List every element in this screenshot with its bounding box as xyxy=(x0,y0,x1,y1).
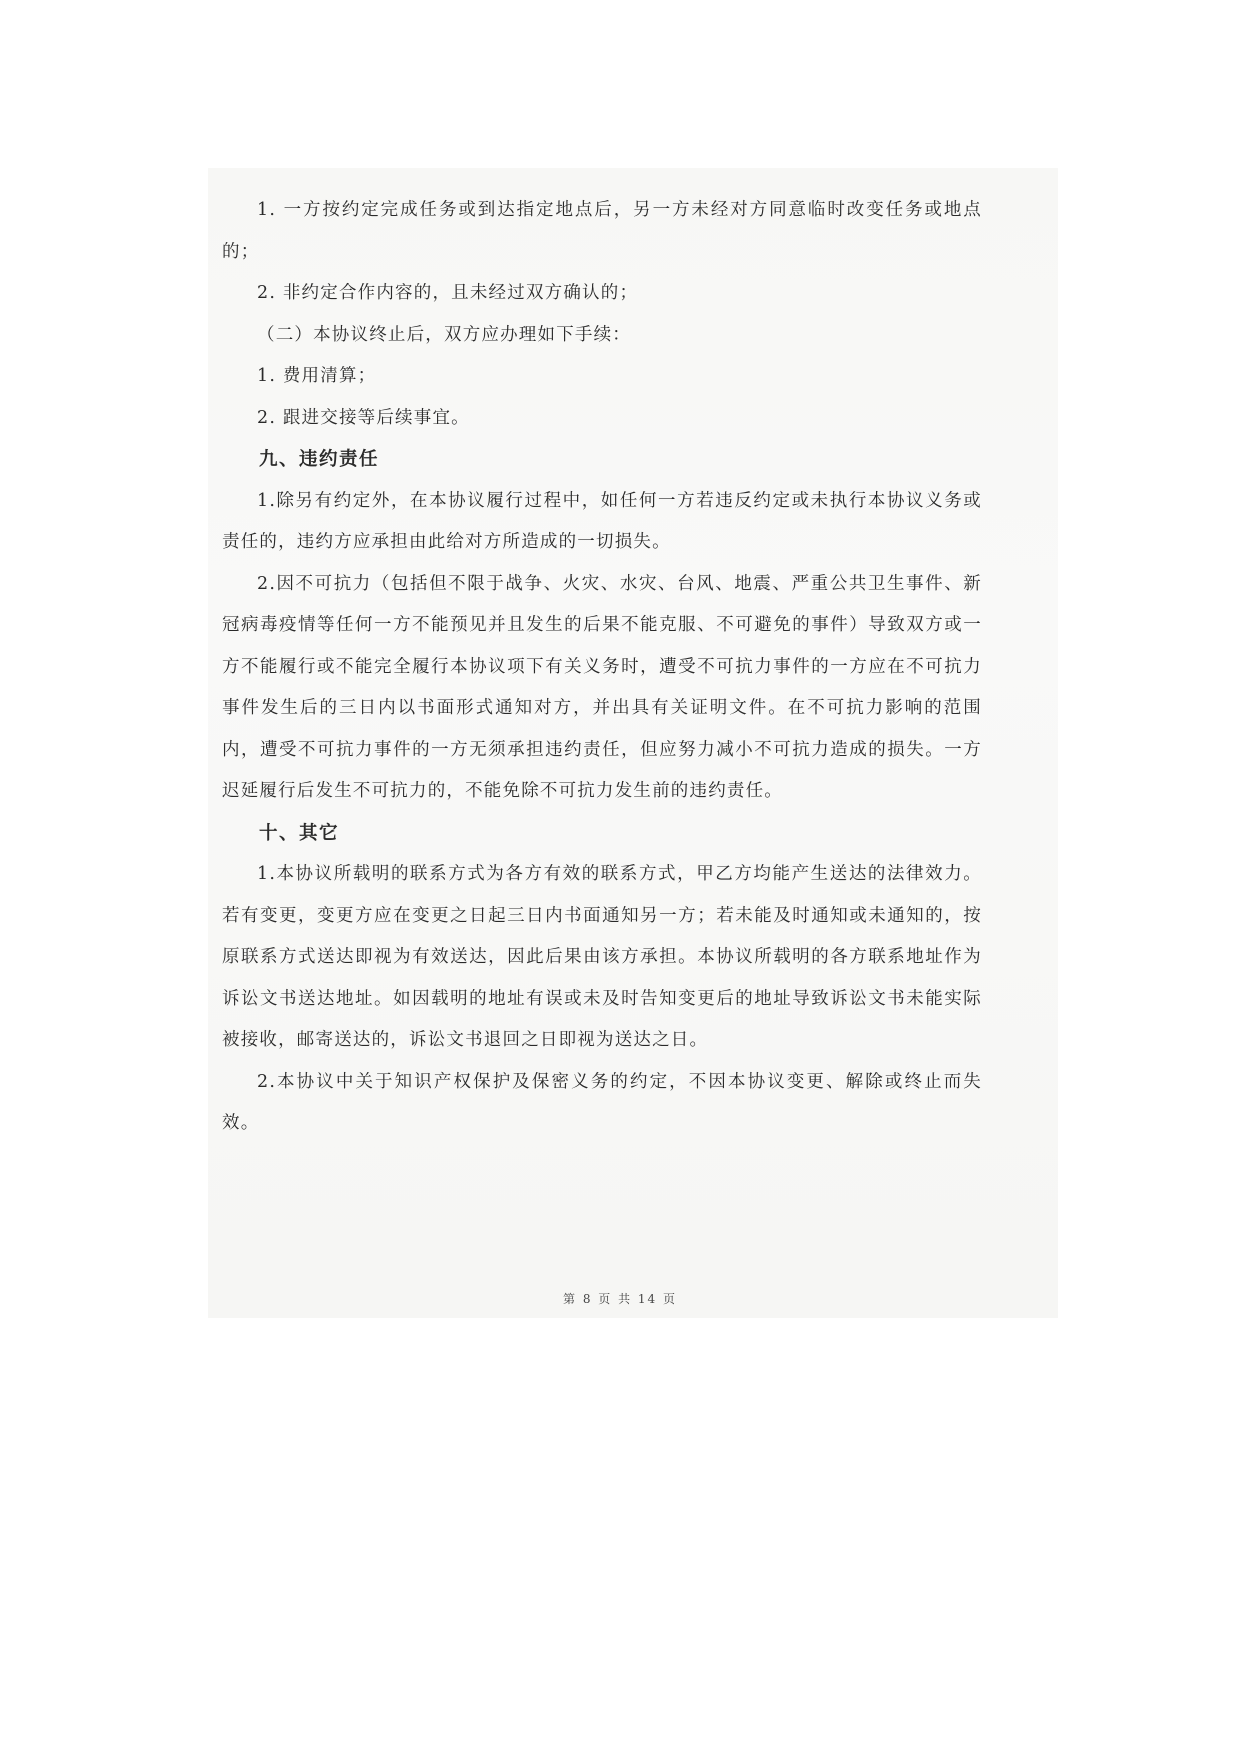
section-10-heading: 十、其它 xyxy=(259,822,340,844)
clause-8-procedure-1: 1. 费用清算； xyxy=(257,366,377,386)
section-9-clause-1: 1.除另有约定外，在本协议履行过程中，如任何一方若违反约定或未执行本协议义务或责任的，违约方应承担由此给对方所造成的一切损失。 xyxy=(222,490,982,552)
document-body xyxy=(222,190,982,1145)
clause-8-item-2: 2. 非约定合作内容的，且未经过双方确认的； xyxy=(257,283,639,303)
page-number: 第 8 页 共 14 页 xyxy=(563,1292,677,1306)
section-10-clause-1: 1.本协议所载明的联系方式为各方有效的联系方式，甲乙方均能产生送达的法律效力。若有变更，变更方应在变更之日起三日内书面通知另一方；若未能及时通知或未通知的，按原联系方式送达即视为有效送达，因此后果由该方承担。本协议所载明的各方联系地址作为诉讼文书送达地址。如因载明的地址有误或未及时告知变更后的地址导致诉讼文书未能实际被接收，邮寄送达的，诉讼文书退回之日即视为送达之日。 xyxy=(222,864,982,1050)
section-9-heading: 九、违约责任 xyxy=(259,449,380,470)
section-9-clause-2: 2.因不可抗力（包括但不限于战争、火灾、水灾、台风、地震、严重公共卫生事件、新冠病毒疫情等任何一方不能预见并且发生的后果不能克服、不可避免的事件）导致双方或一方不能履行或不能完全履行本协议项下有关义务时，遭受不可抗力事件的一方应在不可抗力事件发生后的三日内以书面形式通知对方，并出具有关证明文件。在不可抗力影响的范围内，遭受不可抗力事件的一方无须承担违约责任，但应努力减小不可抗力造成的损失。一方迟延履行后发生不可抗力的，不能免除不可抗力发生前的违约责任。 xyxy=(222,573,982,801)
clause-8-subsection-2: （二）本协议终止后，双方应办理如下手续： xyxy=(257,324,631,345)
clause-8-item-1: 1. 一方按约定完成任务或到达指定地点后，另一方未经对方同意临时改变任务或地点的； xyxy=(222,200,982,262)
section-10-clause-2: 2.本协议中关于知识产权保护及保密义务的约定，不因本协议变更、解除或终止而失效。 xyxy=(222,1071,982,1133)
clause-8-procedure-2: 2. 跟进交接等后续事宜。 xyxy=(257,407,470,428)
